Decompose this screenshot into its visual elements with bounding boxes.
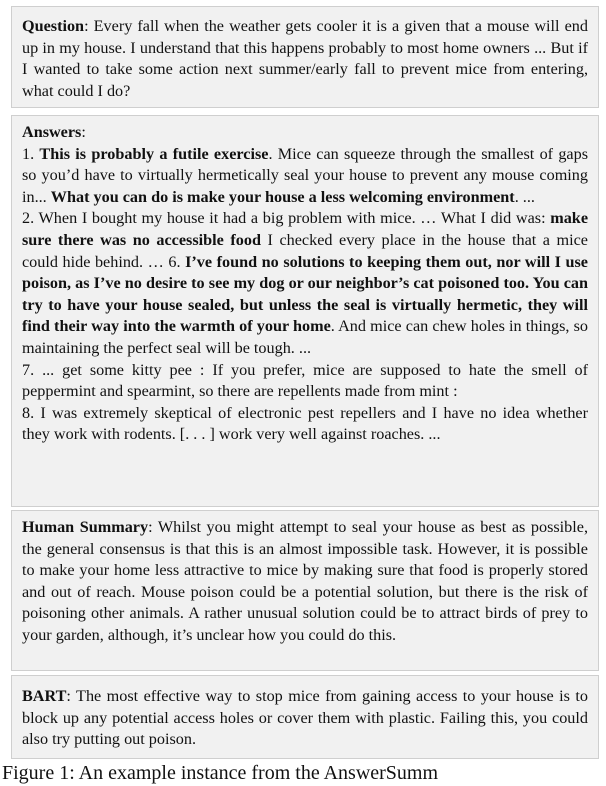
question-box [11, 6, 599, 108]
answer-1 [22, 144, 588, 209]
bart-label: BART [22, 687, 67, 705]
answer-2-text-1: When I bought my house it had a big problem with mice. … What I did was: [38, 209, 551, 228]
answer-8: 8. I was extremely skeptical of electronic pest repellers and I have no idea whether they work with rodents. [. . . ] work very well against roaches. ... [22, 403, 588, 444]
answer-7: 7. ... get some kitty pee : If you prefer, mice are supposed to hate the smell of peppermint and spearmint, so there are repellents made from mint : [22, 360, 588, 401]
answers-label: Answers [22, 123, 82, 141]
answer-1-bold-2: What you can do is make your house a less welcoming environment [50, 187, 515, 206]
human-summary-paragraph [22, 517, 588, 647]
question-paragraph [22, 16, 588, 102]
answer-2-bold-2: I’ve found no solutions to keeping them out, nor will I use poison, as I’ve no desire to see my dog or our neighbor’s cat poisoned too. You can try to have your house sealed, but unless the seal is virtually hermetic, they will find their way into the warmth of your home [22, 252, 588, 336]
answer-1-text-2: . ... [514, 187, 535, 206]
human-summary-label: Human Summary [22, 518, 149, 536]
answer-2-text-3: . And mice can chew holes in things, so maintaining the perfect seal will be tough. ... [22, 317, 588, 357]
answer-2-text-2: I checked every place in the house that a mice could hide behind. … 6. [22, 230, 588, 271]
human-summary-text: : Whilst you might attempt to seal your house as best as possible, the general consensus is that this is an almost impossible task. However, it is possible to make your home less attractive to mice by making sure that food is properly stored and out of reach. Mouse poison could be a potential solution, but there is the risk of poisoning other animals. A rather unusual solution could be to attract birds of prey to your garden, although, it’s unclear how you could do this. [22, 518, 588, 644]
question-text: : Every fall when the weather gets cooler it is a given that a mouse will end up in my house. I understand that this happens probably to most home owners ... But if I wanted to take some action next summer/early fall to prevent mice from entering, what could I do? [22, 17, 588, 100]
question-label: Question [22, 17, 85, 35]
human-summary-box [11, 510, 599, 671]
answer-2 [22, 208, 588, 359]
answer-2-bold-1: make sure there was no accessible food [22, 209, 588, 249]
bart-box [11, 675, 599, 759]
answer-2-num: 2. [22, 209, 39, 228]
bart-text: : The most effective way to stop mice from gaining access to your house is to block up any potential access holes or cover them with plastic. Failing this, you could also try putting out poison. [22, 687, 588, 749]
bart-paragraph [22, 686, 588, 751]
answer-1-num: 1. [22, 144, 40, 163]
answer-1-text-1: . Mice can squeeze through the smallest of gaps so you’d have to virtually hermetically seal your house to prevent any mouse coming in... [22, 144, 588, 206]
answer-1-bold-1: This is probably a futile exercise [39, 144, 269, 163]
figure-caption: Figure 1: An example instance from the AnswerSumm [2, 762, 439, 784]
answers-header [22, 122, 588, 144]
answers-box [11, 115, 599, 507]
answers-label-suffix: : [81, 123, 86, 141]
